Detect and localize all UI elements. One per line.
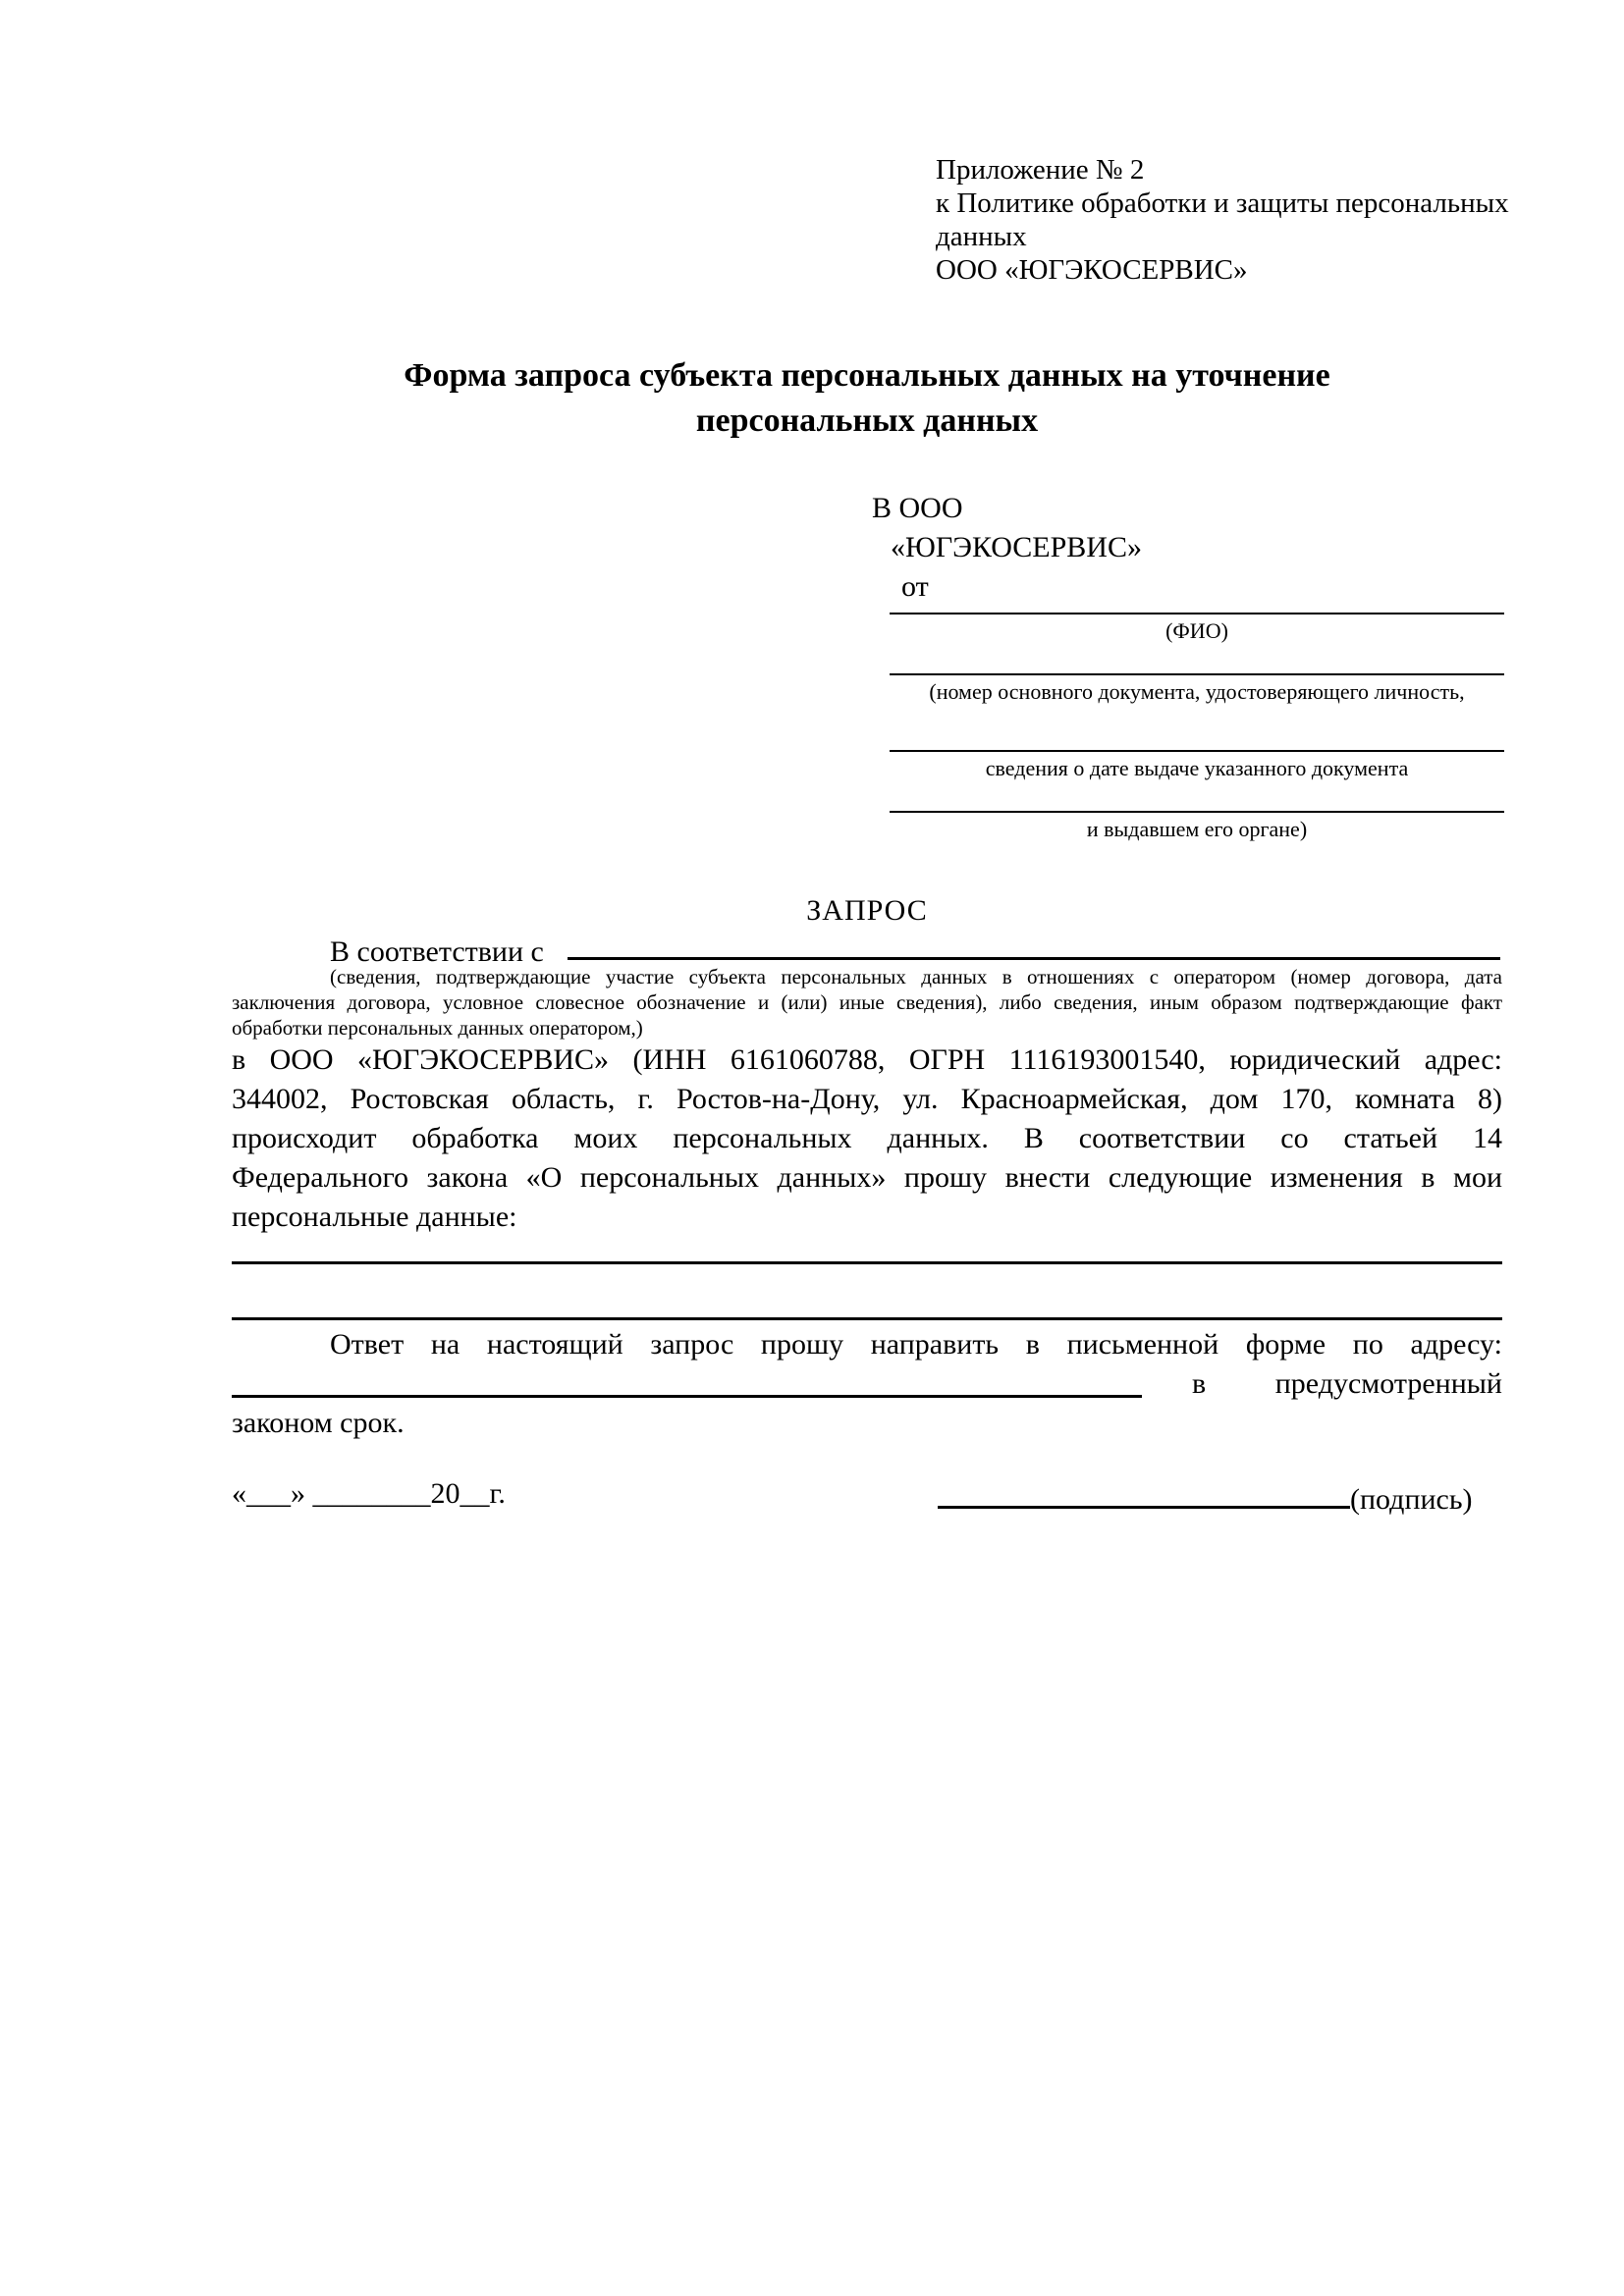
signature-caption: (подпись) [1350,1483,1473,1516]
intro-caption-line: заключения договора, условное словесное обозначение и (или) иные сведения), либо сведения, иным образом подтверждающие факт [232,990,1502,1014]
response-line-1: Ответ на настоящий запрос прошу направить в письменной форме по адресу: [330,1328,1502,1361]
document-number-field-line [890,673,1504,675]
fio-field-line [890,613,1504,614]
body-line: в ООО «ЮГЭКОСЕРВИС» (ИНН 6161060788, ОГРН 1116193001540, юридический адрес: [232,1043,1502,1076]
body-line: Федерального закона «О персональных данных» прошу внести следующие изменения в мои [232,1161,1502,1194]
response-line-2 [232,1364,1502,1404]
document-title [232,353,1502,444]
header-note-line: ООО «ЮГЭКОСЕРВИС» [936,254,1248,286]
body-line: происходит обработка моих персональных данных. В соответствии со статьей 14 [232,1122,1502,1154]
header-note-line: данных [936,221,1027,252]
title-line: Форма запроса субъекта персональных данных на уточнение [404,357,1330,394]
header-note [936,153,1509,287]
intro-caption [232,964,1502,1041]
changes-blank-line-2 [232,1317,1502,1320]
issuing-authority-field-line [890,811,1504,813]
response-address-blank-line [232,1395,1142,1398]
signature-block [938,1474,1473,1520]
changes-blank-line-1 [232,1261,1502,1264]
response-line-3: законом срок. [232,1407,405,1439]
issuing-authority-field-caption: и выдавшем его органе) [1086,817,1308,841]
intro-label: В соответствии с [330,935,544,968]
signature-blank-line [938,1474,1350,1509]
response-word-in: в [1192,1367,1207,1400]
request-heading: ЗАПРОС [806,894,928,927]
issue-date-field-caption: сведения о дате выдаче указанного документа [985,756,1409,780]
body-paragraph [232,1041,1502,1237]
header-note-line: к Политике обработки и защиты персональных [936,187,1509,219]
date-field: «___» ________20__г. [232,1477,506,1510]
issue-date-field-line [890,750,1504,752]
fio-field-caption: (ФИО) [1165,618,1228,643]
intro-caption-line: (сведения, подтверждающие участие субъекта персональных данных в отношениях с оператором (номер договора, дата [330,965,1502,988]
intro-blank-line [568,957,1500,960]
body-line: 344002, Ростовская область, г. Ростов-на-Дону, ул. Красноармейская, дом 170, комната 8) [232,1083,1502,1115]
addressee-line-company-name: «ЮГЭКОСЕРВИС» [891,531,1142,563]
document-number-field-caption: (номер основного документа, удостоверяющего личность, [929,679,1465,704]
intro-caption-line: обработки персональных данных оператором,) [232,1016,643,1040]
header-note-line: Приложение № 2 [936,154,1145,186]
response-word-right: предусмотренный [1274,1367,1502,1400]
addressee-line-from: от [901,570,929,603]
addressee-line-company-prefix: В ООО [872,492,963,524]
title-line: персональных данных [695,402,1039,439]
body-line: персональные данные: [232,1201,517,1233]
